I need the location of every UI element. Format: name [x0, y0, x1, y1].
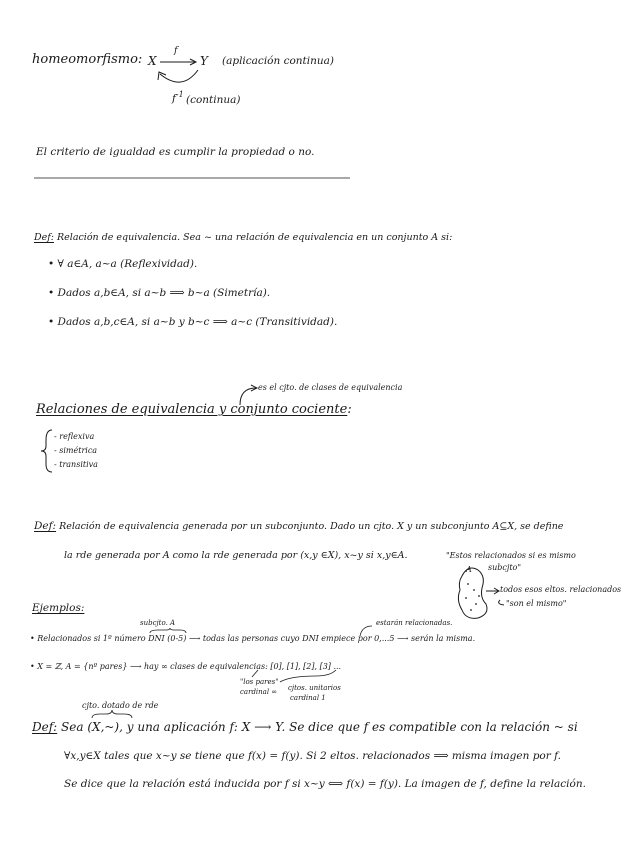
finv-curve-arrow [160, 70, 198, 82]
pares-brace [252, 670, 258, 677]
rel-title: Relaciones de equivalencia y conjunto cociente [36, 402, 348, 417]
def2-line1-text: Relación de equivalencia generada por un subconjunto. Dado un cjto. X y un subconjunto A⊆X, se define [59, 521, 564, 532]
unitarios-brace [280, 670, 336, 682]
homeo-f-label: f [174, 45, 178, 56]
rel-colon: : [347, 402, 352, 417]
finv-sup: -1 [175, 90, 184, 99]
homeo-continua: (continua) [186, 94, 241, 106]
def1-bullet-1: • ∀ a∈A, a~a (Reflexividad). [48, 258, 198, 270]
def3-line1-text: Sea (X,~), y una aplicación f: X ⟶ Y. Se dice que f es compatible con la relación ~ si [61, 720, 578, 734]
ej-line2-text: X = ℤ, A = {nº pares} ⟶ hay ∞ clases de equivalencias: [0], [1], [2], [3] ... [37, 662, 342, 671]
ej-sub-left2: cardinal ∞ [240, 688, 278, 696]
def1-b3-text: Dados a,b,c∈A, si a~b y b~c ⟹ a~c (Transitividad). [57, 316, 338, 328]
ej-line2: • X = ℤ, A = {nº pares} ⟶ hay ∞ clases de equivalencias: [0], [1], [2], [3] ... [30, 662, 342, 671]
ej-sub-right2: cardinal 1 [290, 694, 326, 702]
def1-block [34, 232, 452, 243]
homeo-finv [172, 90, 184, 105]
subset-blob [458, 568, 487, 618]
finv-f: f [172, 92, 176, 105]
rel-list-2: - simétrica [54, 446, 98, 455]
subcjto-brace [150, 628, 186, 633]
def2-head: Def: [34, 520, 57, 532]
rel-list-3: - transitiva [54, 460, 98, 469]
def1-text: Relación de equivalencia. Sea ~ una relación de equivalencia en un conjunto A si: [57, 232, 453, 243]
ej-line1-text: Relacionados si 1º número DNI (0-5) ⟶ todas las personas cuyo DNI empiece por 0,...5 ⟶ serán la misma. [37, 634, 476, 643]
cjto-brace [92, 710, 132, 718]
homeo-title: homeomorfismo: [32, 52, 143, 67]
def3-line3: Se dice que la relación está inducida por f si x~y ⟺ f(x) = f(y). La imagen de f, define la relación. [64, 778, 586, 790]
blob-side2: "son el mismo" [506, 599, 567, 608]
ej-sub-right1: cjtos. unitarios [288, 684, 341, 692]
def2-line1 [34, 520, 563, 532]
def3-above: cjto. dotado de rde [82, 701, 159, 710]
def1-b2-text: Dados a,b∈A, si a~b ⟹ b~a (Simetría). [57, 287, 271, 299]
ej-note-right: estarán relacionadas. [376, 619, 453, 627]
criterio-text: El criterio de igualdad es cumplir la propiedad o no. [36, 146, 315, 158]
def2-line2: la rde generada por A como la rde generada por (x,y ∈X), x~y si x,y∈A. [64, 550, 408, 561]
blob-arrow-2 [499, 600, 504, 605]
def1-bullet-2: • Dados a,b∈A, si a~b ⟹ b~a (Simetría). [48, 287, 271, 299]
rel-note: es el cjto. de clases de equivalencia [258, 383, 403, 392]
def3-head: Def: [32, 720, 58, 734]
def2-quote2: subcjto" [488, 563, 522, 572]
def1-head: Def: [34, 232, 54, 243]
homeo-app: (aplicación continua) [222, 55, 335, 67]
ej-title: Ejemplos: [32, 602, 85, 614]
def2-quote1: "Estos relacionados si es mismo [446, 551, 576, 560]
def1-bullet-3: • Dados a,b,c∈A, si a~b y b~c ⟹ a~c (Transitividad). [48, 316, 338, 328]
rel-title-row [36, 402, 352, 417]
blob-side1: todos esos eltos. relacionados [500, 585, 622, 594]
list-brace [41, 430, 52, 472]
def1-b1-text: ∀ a∈A, a~a (Reflexividad). [57, 258, 198, 270]
rel-list-1: - reflexiva [54, 432, 95, 441]
homeo-x: X [148, 54, 157, 68]
def3-line1 [32, 720, 578, 734]
ej-sub-left1: "los pares" [240, 678, 279, 686]
ej-subcjto: subcjto. A [140, 619, 176, 627]
homeo-y: Y [200, 54, 208, 68]
blob-label: A [466, 565, 472, 574]
blob-dots [465, 583, 480, 611]
def3-line2: ∀x,y∈X tales que x~y se tiene que f(x) = f(y). Si 2 eltos. relacionados ⟹ misma imagen por f. [64, 750, 561, 762]
ej-line1: • Relacionados si 1º número DNI (0-5) ⟶ todas las personas cuyo DNI empiece por 0,...5 ⟶ serán la misma. [30, 634, 476, 643]
